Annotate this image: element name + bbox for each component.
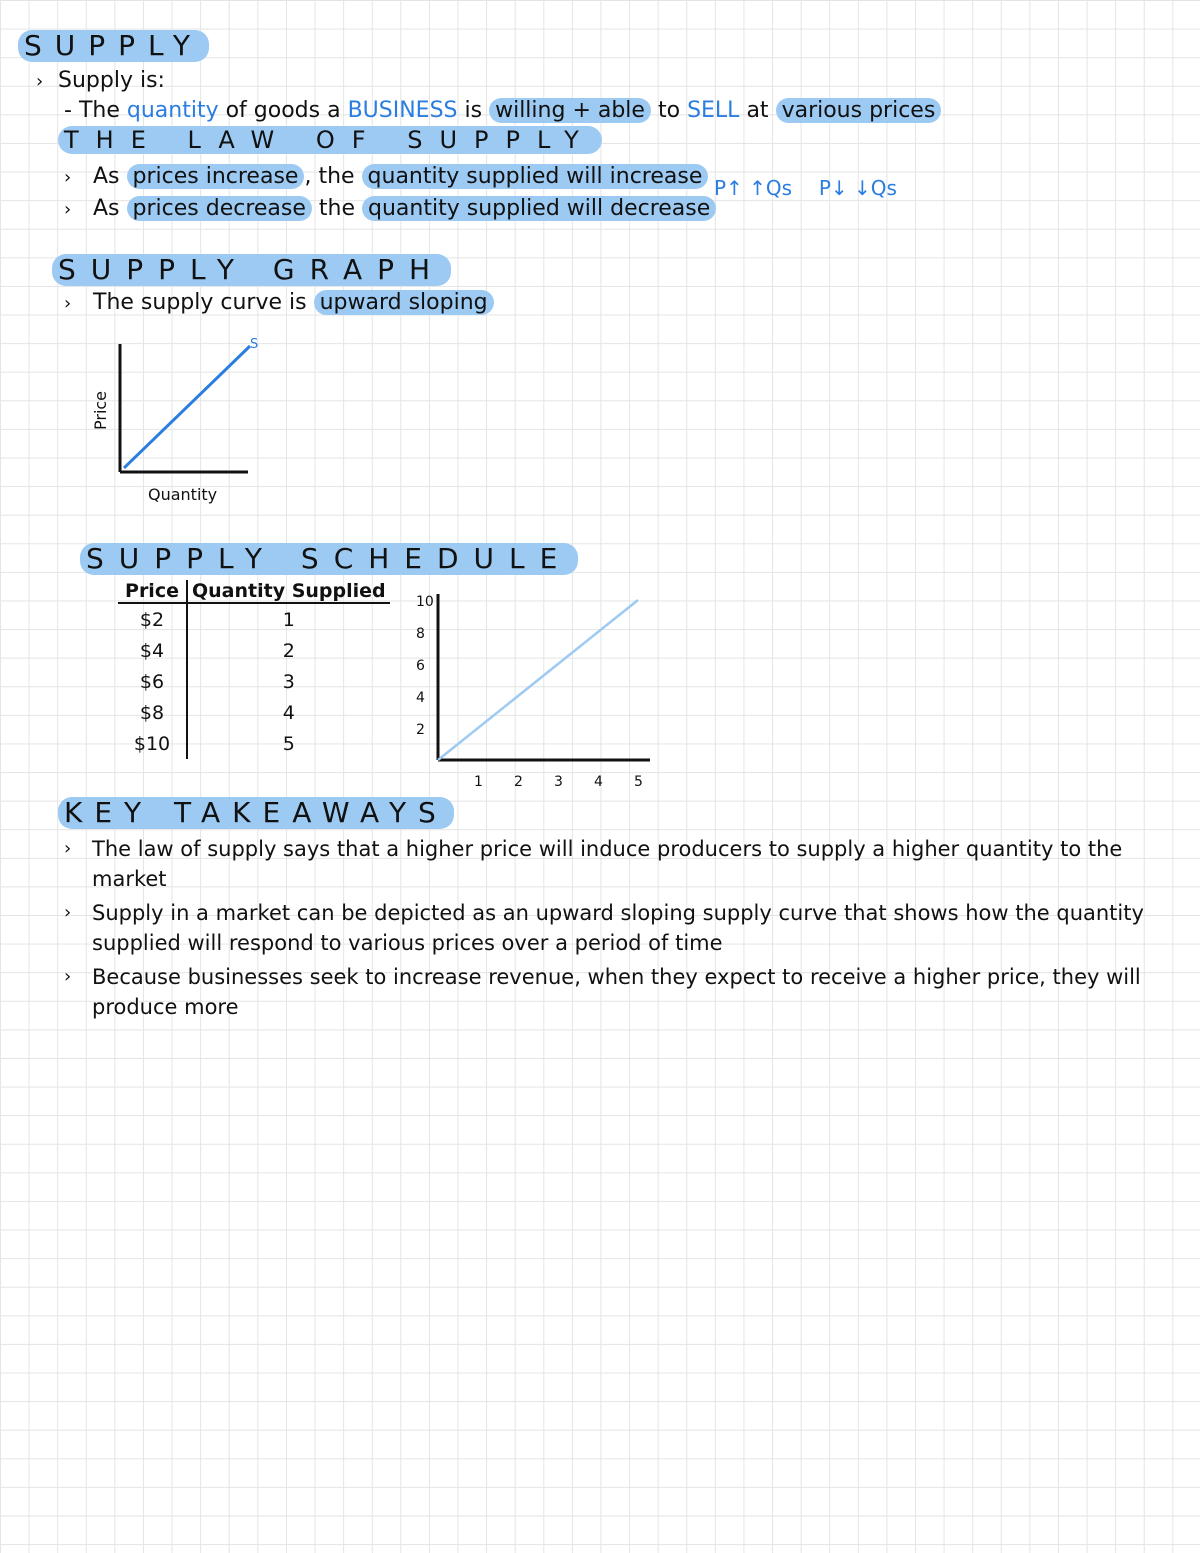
law-line1-label: As [93,164,120,189]
word-sell: SELL [687,98,740,123]
takeaway-text: Because businesses seek to increase revenue, when they expect to receive a higher price, they will produce more [92,965,1141,1019]
bullet-arrow-icon: › [64,838,72,859]
qty-cell: 2 [282,639,295,662]
series-line-supply [438,600,638,760]
y-tick-label: 2 [416,722,425,738]
highlight-qs-decrease: quantity supplied will decrease [362,196,716,221]
highlight-willing-able: willing + able [489,98,651,123]
law-line-increase [64,162,708,193]
definition-part4: to [657,98,681,123]
bullet-arrow-icon: › [36,71,44,92]
graph-bullet [64,288,494,319]
law-note [714,176,897,200]
highlight-prices-increase: prices increase [127,164,305,189]
takeaway-text: The law of supply says that a higher price will induce producers to supply a higher quantity to the market [92,837,1123,891]
definition-part5: at [746,98,769,123]
x-tick-label: 5 [634,774,643,790]
table-row [118,728,390,759]
bullet-arrow-icon: › [64,293,72,314]
y-tick-label: 6 [416,658,425,674]
col-qty-header: Quantity Supplied [187,580,390,603]
supply-bullet [36,66,165,97]
definition-dash: - [64,98,72,123]
graph-heading: SUPPLY GRAPH [52,254,451,286]
qty-cell: 3 [282,670,295,693]
supply-definition [64,96,941,126]
y-tick-label: 10 [416,594,434,610]
supply-bullet-text: Supply is: [58,68,165,93]
law-heading: THE LAW OF SUPPLY [58,126,602,154]
qty-cell: 1 [282,608,295,631]
law-line1-mid: , the [304,164,355,189]
bullet-arrow-icon: › [64,902,72,923]
y-tick-label: 4 [416,690,425,706]
bullet-arrow-icon: › [64,199,72,220]
highlight-prices-decrease: prices decrease [127,196,312,221]
schedule-heading: SUPPLY SCHEDULE [80,543,578,575]
x-tick-label: 4 [594,774,603,790]
table-row [118,635,390,666]
price-cell: $6 [118,666,187,697]
graph-bullet-text: The supply curve is [93,290,307,315]
takeaways-heading: KEY TAKEAWAYS [58,797,454,829]
table-row [118,603,390,635]
schedule-header-row [118,580,390,603]
law-note-increase: P↑ ↑Qs [714,176,793,200]
definition-part3: is [464,98,483,123]
qty-cell: 4 [282,701,295,724]
y-tick-label: 8 [416,626,425,642]
law-note-decrease: P↓ ↓Qs [818,176,897,200]
x-tick-label: 2 [514,774,523,790]
qty-cell: 5 [282,732,295,755]
curve-label: S [250,337,259,352]
table-row [118,697,390,728]
bullet-arrow-icon: › [64,167,72,188]
supply-graph [80,330,280,515]
law-line2-mid: the [311,196,356,221]
supply-curve-line [124,346,250,468]
x-tick-label: 1 [474,774,483,790]
law-line2-label: As [93,196,120,221]
takeaway-item [64,962,1189,1022]
price-cell: $2 [118,603,187,635]
highlight-qs-increase: quantity supplied will increase [362,164,709,189]
definition-part1: The [78,98,120,123]
definition-part2: of goods a [225,98,341,123]
takeaway-text: Supply in a market can be depicted as an upward sloping supply curve that shows how the quantity supplied will respond to various prices over a period of time [92,901,1144,955]
schedule-chart [400,588,650,798]
word-quantity: quantity [126,98,219,123]
takeaway-item [64,898,1189,958]
takeaway-item [64,834,1189,894]
word-business: BUSINESS [347,98,458,123]
price-cell: $8 [118,697,187,728]
graph-y-label: Price [91,390,110,430]
bullet-arrow-icon: › [64,966,72,987]
highlight-various-prices: various prices [776,98,942,123]
price-cell: $10 [118,728,187,759]
graph-x-label: Quantity [148,485,218,504]
law-line-decrease [64,194,716,225]
price-cell: $4 [118,635,187,666]
supply-heading: SUPPLY [18,30,209,62]
table-row [118,666,390,697]
supply-schedule-table [118,580,390,759]
col-price-header: Price [118,580,187,603]
highlight-upward-sloping: upward sloping [314,290,494,315]
x-tick-label: 3 [554,774,563,790]
